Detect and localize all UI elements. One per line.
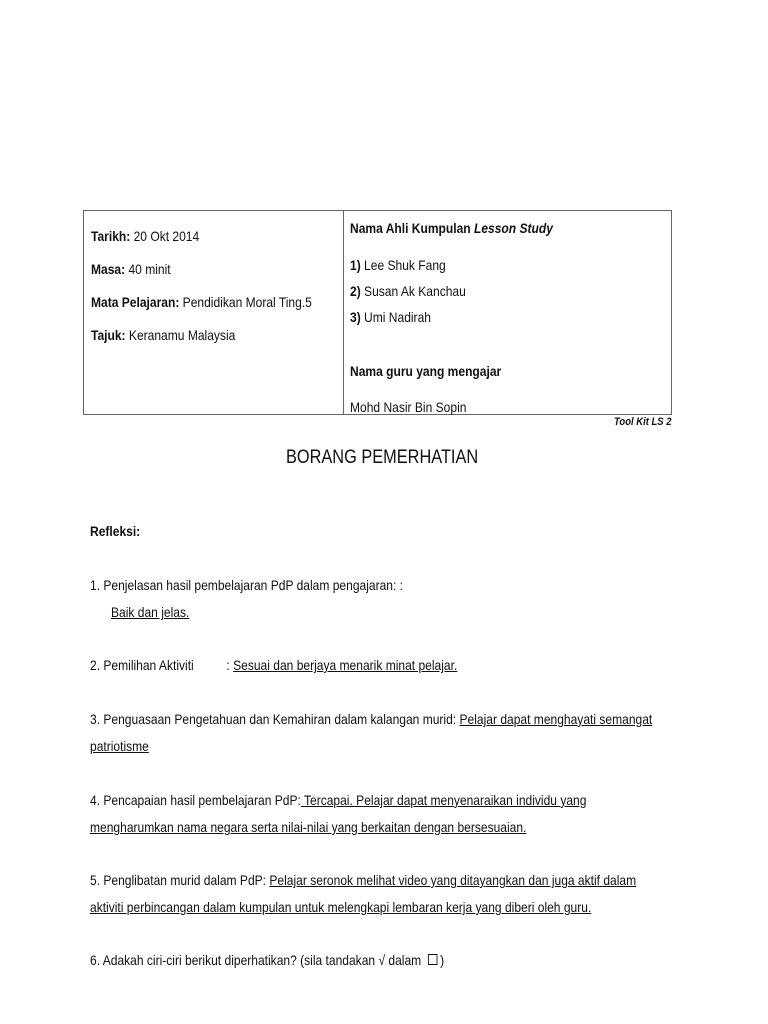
- member-name: Susan Ak Kanchau: [364, 283, 466, 299]
- item-4-line-2: [90, 819, 597, 835]
- item-5-prefix: 5. Penglibatan murid dalam PdP:: [90, 872, 267, 888]
- toolkit-text: Tool Kit LS 2: [614, 416, 672, 428]
- member-name: Umi Nadirah: [364, 309, 431, 325]
- tajuk-row: [91, 327, 259, 343]
- item-5-line-1: [90, 872, 725, 888]
- ahli-heading-text: Nama Ahli Kumpulan: [350, 220, 471, 236]
- mata-pelajaran-value: Pendidikan Moral Ting.5: [182, 294, 312, 310]
- tarikh-row: [91, 228, 217, 244]
- item-4-line-1: [90, 792, 667, 808]
- guru-heading: [350, 363, 526, 379]
- item-6: [90, 952, 502, 968]
- member-number: 1): [350, 257, 361, 273]
- toolkit-label: [614, 416, 681, 428]
- tajuk-value: Keranamu Malaysia: [128, 327, 236, 343]
- item-6-close: ): [440, 952, 445, 968]
- item-2-answer: Sesuai dan berjaya menarik minat pelajar.: [233, 657, 458, 673]
- item-1-question: [90, 577, 454, 593]
- item-6-text: 6. Adakah ciri-ciri berikut diperhatikan? (sila tandakan √ dalam: [90, 952, 422, 968]
- item-4-answer-a: Tercapai. Pelajar dapat menyenaraikan individu yang: [300, 792, 587, 808]
- tajuk-label: Tajuk:: [91, 327, 126, 343]
- ahli-heading: [350, 220, 586, 236]
- item-5-answer-a: Pelajar seronok melihat video yang ditayangkan dan juga aktif dalam: [269, 872, 637, 888]
- item-3-answer-a: Pelajar dapat menghayati semangat: [459, 711, 653, 727]
- item-3-answer-b: patriotisme: [90, 738, 149, 754]
- tarikh-value: 20 Okt 2014: [133, 228, 200, 244]
- tarikh-label: Tarikh:: [91, 228, 131, 244]
- ahli-heading-italic: Lesson Study: [473, 220, 553, 236]
- checkbox-icon: [428, 954, 437, 965]
- guru-name: [350, 399, 485, 415]
- member-number: 3): [350, 309, 361, 325]
- refleksi-heading: [90, 523, 148, 539]
- member-1: [350, 257, 461, 273]
- item-2-prefix: 2. Pemilihan Aktiviti: [90, 657, 194, 673]
- item-3-line-2: [90, 738, 158, 754]
- masa-value: 40 minit: [128, 261, 171, 277]
- item-1-answer-text: Baik dan jelas.: [111, 604, 190, 620]
- info-table: [83, 210, 672, 415]
- page-title: [286, 447, 509, 469]
- refleksi-label: Refleksi:: [90, 523, 141, 539]
- guru-name-text: Mohd Nasir Bin Sopin: [350, 399, 467, 415]
- item-1-prefix: 1. Penjelasan hasil pembelajaran PdP dalam pengajaran: :: [90, 577, 404, 593]
- item-4-prefix: 4. Pencapaian hasil pembelajaran PdP:: [90, 792, 301, 808]
- guru-heading-text: Nama guru yang mengajar: [350, 363, 502, 379]
- page-title-text: BORANG PEMERHATIAN: [286, 447, 479, 468]
- masa-label: Masa:: [91, 261, 126, 277]
- member-3: [350, 309, 444, 325]
- mata-pelajaran-label: Mata Pelajaran:: [91, 294, 180, 310]
- item-3-prefix: 3. Penguasaan Pengetahuan dan Kemahiran dalam kalangan murid:: [90, 711, 457, 727]
- item-4-answer-b: mengharumkan nama negara serta nilai-nilai yang berkaitan dengan bersesuaian.: [90, 819, 527, 835]
- mata-pelajaran-row: [91, 294, 348, 310]
- member-number: 2): [350, 283, 361, 299]
- item-1-answer: [111, 604, 202, 620]
- item-5-line-2: [90, 899, 673, 915]
- item-2-colon: :: [226, 657, 230, 673]
- item-2: [90, 657, 517, 673]
- member-2: [350, 283, 485, 299]
- member-name: Lee Shuk Fang: [364, 257, 446, 273]
- item-3-line-1: [90, 711, 744, 727]
- item-5-answer-b: aktiviti perbincangan dalam kumpulan untuk melengkapi lembaran kerja yang diberi oleh guru.: [90, 899, 592, 915]
- table-divider: [343, 211, 344, 414]
- masa-row: [91, 261, 184, 277]
